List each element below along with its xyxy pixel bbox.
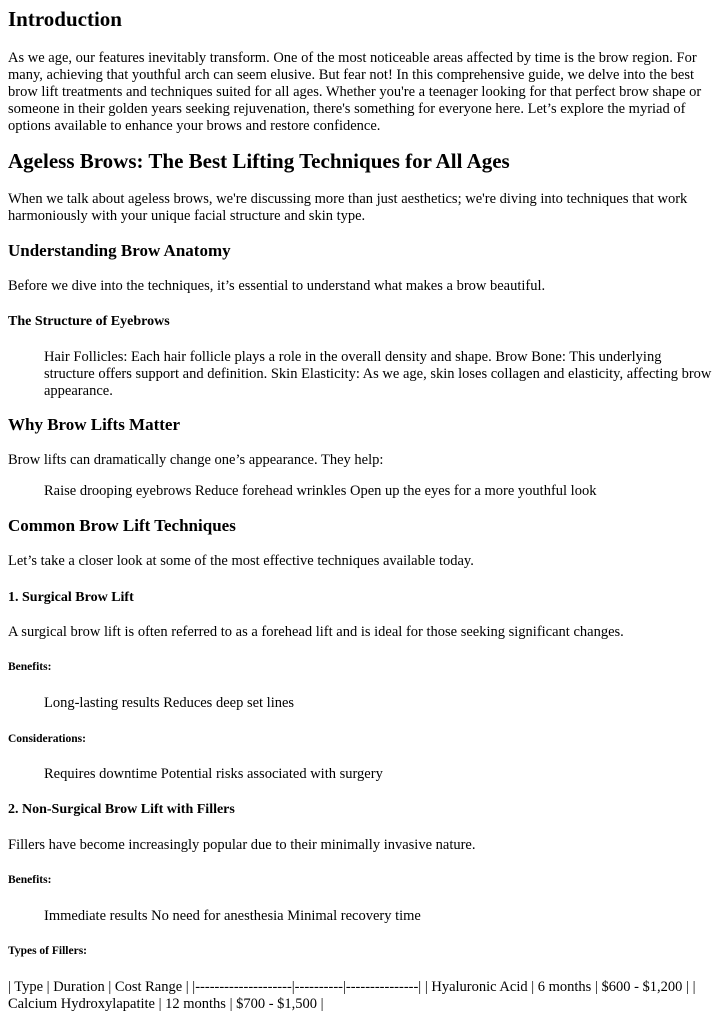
structure-list: Hair Follicles: Each hair follicle plays a role in the overall density and shape. Brow Bone: This underlying structure offers support and definition. Skin Elasticity: As we age, skin loses collagen and elasticity, affecting brow appearance.	[44, 349, 712, 399]
anatomy-heading: Understanding Brow Anatomy	[8, 241, 231, 260]
fillers-benefits-list: Immediate results No need for anesthesia Minimal recovery time	[44, 908, 421, 924]
fillers-benefits-heading: Benefits:	[8, 874, 52, 886]
surgical-heading: 1. Surgical Brow Lift	[8, 590, 134, 605]
surgical-considerations-heading: Considerations:	[8, 733, 86, 745]
fillers-heading: 2. Non-Surgical Brow Lift with Fillers	[8, 802, 235, 817]
intro-paragraph: As we age, our features inevitably transform. One of the most noticeable areas affected by time is the brow region. For many, achieving that youthful arch can seem elusive. But fear not! In this comprehensive guide, we delve into the best brow lift treatments and techniques suited for all ages. Whether you're a teenager looking for that perfect brow shape or someone in their golden years seeking rejuvenation, there's something for everyone here. Let’s explore the myriad of options available to enhance your brows and restore confidence.	[8, 50, 702, 134]
surgical-benefits-list: Long-lasting results Reduces deep set lines	[44, 695, 295, 711]
intro-heading: Introduction	[8, 7, 122, 31]
surgical-considerations-list: Requires downtime Potential risks associated with surgery	[44, 766, 383, 782]
why-list: Raise drooping eyebrows Reduce forehead wrinkles Open up the eyes for a more youthful look	[44, 483, 597, 499]
common-heading: Common Brow Lift Techniques	[8, 516, 236, 535]
fillers-paragraph: Fillers have become increasingly popular due to their minimally invasive nature.	[8, 837, 476, 853]
structure-heading: The Structure of Eyebrows	[8, 314, 170, 329]
anatomy-paragraph: Before we dive into the techniques, it’s essential to understand what makes a brow beautiful.	[8, 278, 546, 294]
why-heading: Why Brow Lifts Matter	[8, 415, 181, 434]
surgical-paragraph: A surgical brow lift is often referred to as a forehead lift and is ideal for those seeking significant changes.	[8, 624, 624, 640]
ageless-paragraph: When we talk about ageless brows, we're discussing more than just aesthetics; we're diving into techniques that work harmoniously with your unique facial structure and skin type.	[8, 191, 688, 224]
common-paragraph: Let’s take a closer look at some of the most effective techniques available today.	[8, 553, 474, 569]
ageless-heading: Ageless Brows: The Best Lifting Techniques for All Ages	[8, 149, 510, 173]
fillers-types-table-text: | Type | Duration | Cost Range | |--------------------|----------|---------------| | Hyaluronic Acid | 6 months | $600 - $1,200 | | Calcium Hydroxylapatite | 12 months | $700 - $1,500 |	[8, 979, 696, 1012]
why-paragraph: Brow lifts can dramatically change one’s appearance. They help:	[8, 452, 384, 468]
surgical-benefits-heading: Benefits:	[8, 661, 52, 673]
fillers-types-heading: Types of Fillers:	[8, 945, 87, 957]
